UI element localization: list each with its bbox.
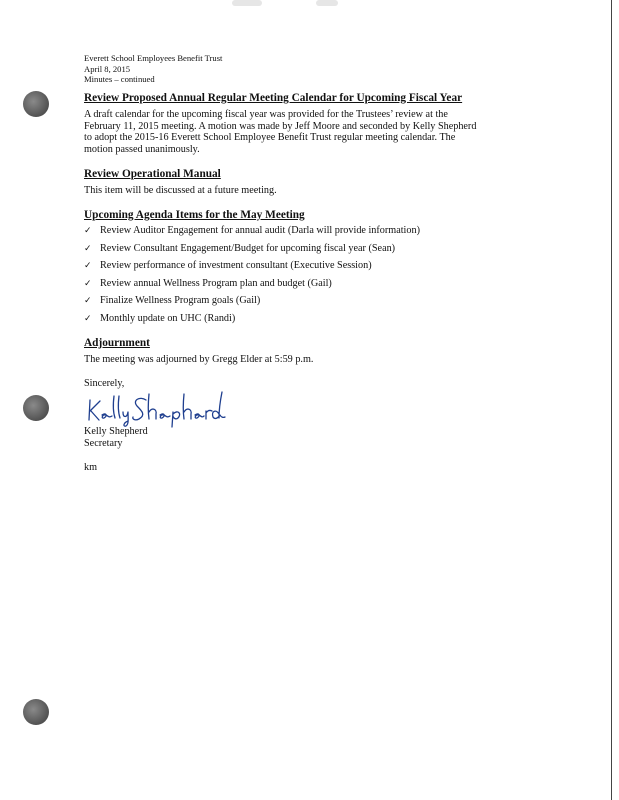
calendar-heading: Review Proposed Annual Regular Meeting Calendar for Upcoming Fiscal Year: [84, 92, 463, 104]
handwritten-signature: [86, 388, 226, 428]
running-header: [84, 53, 222, 85]
agenda-item-text: Finalize Wellness Program goals (Gail): [100, 295, 261, 307]
list-item: [84, 243, 420, 261]
signer-name: Kelly Shepherd: [84, 426, 148, 437]
agenda-item-text: Monthly update on UHC (Randi): [100, 312, 236, 324]
agenda-item-text: Review Auditor Engagement for annual audit (Darla will provide information): [100, 225, 420, 236]
checkmark-icon: ✓: [84, 261, 92, 272]
scan-edge-line: [611, 0, 612, 800]
list-item: [84, 313, 420, 331]
checkmark-icon: ✓: [84, 296, 92, 307]
header-date: April 8, 2015: [84, 63, 131, 74]
agenda-item-text: Review annual Wellness Program plan and budget (Gail): [100, 277, 332, 289]
list-item: [84, 278, 420, 296]
signer-title: Secretary: [84, 438, 123, 449]
list-item: [84, 225, 420, 243]
header-continued: Minutes – continued: [84, 74, 155, 85]
checkmark-icon: ✓: [84, 313, 92, 324]
calendar-line: motion passed unanimously.: [84, 143, 200, 155]
checkmark-icon: ✓: [84, 226, 92, 236]
agenda-item-text: Review Consultant Engagement/Budget for upcoming fiscal year (Sean): [100, 242, 396, 254]
checkmark-icon: ✓: [84, 243, 92, 254]
list-item: [84, 260, 420, 278]
agenda-item-text: Review performance of investment consultant (Executive Session): [100, 260, 372, 272]
list-item: [84, 295, 420, 313]
typist-initials: km: [84, 462, 98, 473]
punch-hole: [23, 699, 49, 725]
header-org: Everett School Employees Benefit Trust: [84, 53, 223, 63]
punch-hole: [23, 91, 49, 117]
calendar-line: to adopt the 2015-16 Everett School Employee Benefit Trust regular meeting calendar. The: [84, 132, 456, 144]
scan-smudge: [316, 0, 338, 6]
scan-smudge: [232, 0, 262, 6]
manual-body: This item will be discussed at a future meeting.: [84, 185, 277, 196]
manual-heading: Review Operational Manual: [84, 168, 221, 180]
agenda-heading: Upcoming Agenda Items for the May Meeting: [84, 209, 305, 221]
salutation: Sincerely,: [84, 378, 125, 389]
calendar-paragraph: [84, 109, 524, 155]
agenda-list: [84, 225, 420, 331]
checkmark-icon: ✓: [84, 278, 92, 289]
calendar-line: February 11, 2015 meeting. A motion was made by Jeff Moore and seconded by Kelly Shepherd: [84, 120, 477, 132]
calendar-line: A draft calendar for the upcoming fiscal year was provided for the Trustees’ review at the: [84, 109, 448, 120]
adjournment-heading: Adjournment: [84, 337, 150, 349]
adjournment-body: The meeting was adjourned by Gregg Elder at 5:59 p.m.: [84, 354, 314, 365]
punch-hole: [23, 395, 49, 421]
